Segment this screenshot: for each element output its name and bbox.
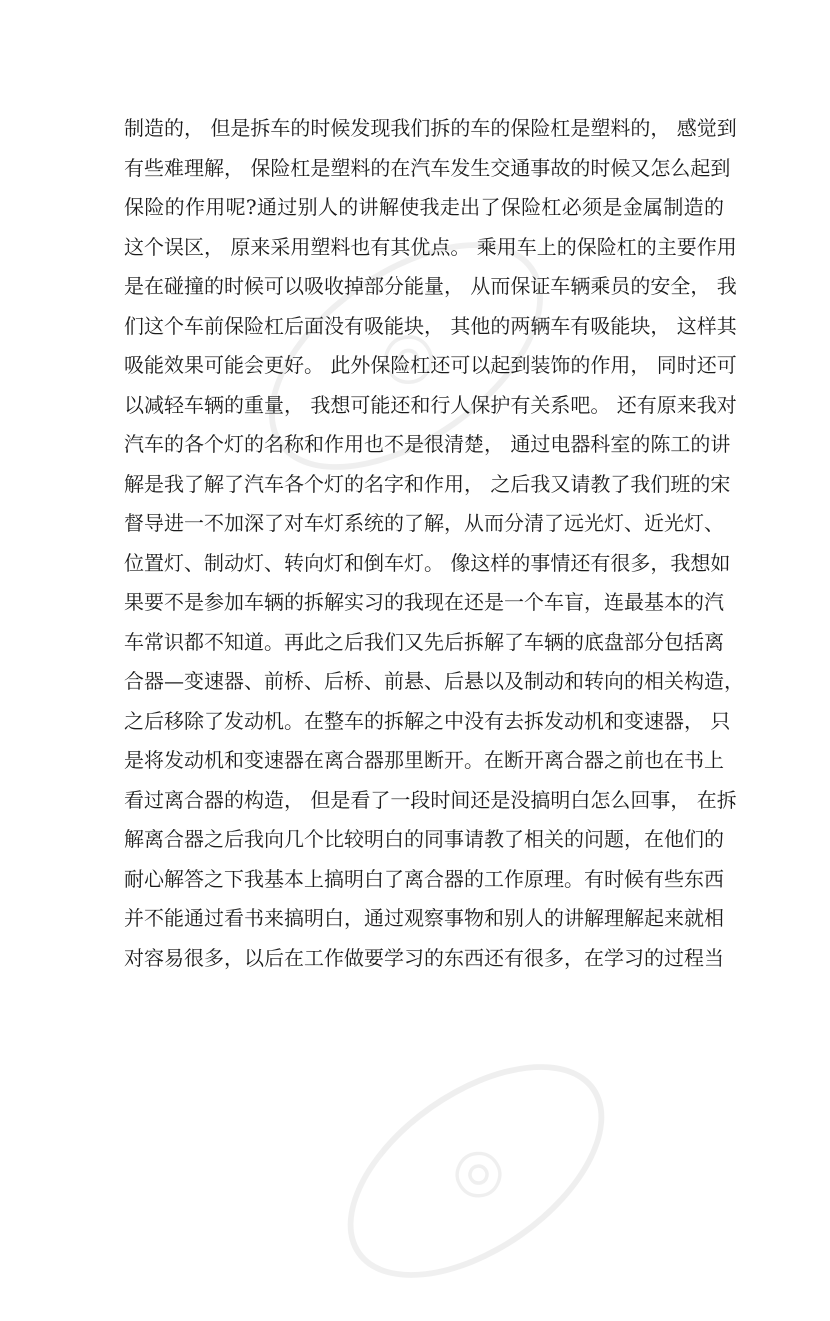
text-line: 以减轻车辆的重量， 我想可能还和行人保护有关系吧。 还有原来我对: [124, 392, 737, 417]
text-line: 是将发动机和变速器在离合器那里断开。在断开离合器之前也在书上: [124, 748, 724, 772]
text-line: 并不能通过看书来搞明白，通过观察事物和别人的讲解理解起来就相: [124, 906, 724, 930]
text-line: 保险的作用呢?通过别人的讲解使我走出了保险杠必须是金属制造的: [124, 195, 724, 219]
text-line: 合器—变速器、前桥、后桥、前悬、后悬以及制动和转向的相关构造，: [124, 669, 744, 693]
text-line: 有些难理解， 保险杠是塑料的在汽车发生交通事故的时候又怎么起到: [124, 155, 731, 180]
text-line: 对容易很多，以后在工作做要学习的东西还有很多，在学习的过程当: [124, 945, 724, 970]
text-line: 解是我了解了汽车各个灯的名字和作用， 之后我又请教了我们班的宋: [124, 471, 731, 496]
text-line: 耐心解答之下我基本上搞明白了离合器的工作原理。有时候有些东西: [124, 866, 724, 891]
text-line: 汽车的各个灯的名称和作用也不是很清楚， 通过电器科室的陈工的讲: [124, 432, 731, 456]
text-line: 之后移除了发动机。在整车的拆解之中没有去拆发动机和变速器， 只: [124, 708, 731, 733]
text-line: 是在碰撞的时候可以吸收掉部分能量， 从而保证车辆乘员的安全， 我: [124, 274, 737, 298]
text-line: 位置灯、制动灯、转向灯和倒车灯。 像这样的事情还有很多，我想如: [124, 550, 731, 575]
text-line: 看过离合器的构造， 但是看了一段时间还是没搞明白怎么回事， 在拆: [124, 787, 737, 812]
text-line: 解离合器之后我向几个比较明白的同事请教了相关的问题，在他们的: [124, 827, 724, 851]
text-line: 这个误区， 原来采用塑料也有其优点。 乘用车上的保险杠的主要作用: [124, 234, 737, 259]
watermark-stamp-bottom: ◎: [310, 1021, 642, 1321]
text-line: 果要不是参加车辆的拆解实习的我现在还是一个车盲，连最基本的汽: [124, 590, 724, 614]
text-line: 车常识都不知道。再此之后我们又先后拆解了车辆的底盘部分包括离: [124, 629, 724, 654]
text-line: 吸能效果可能会更好。 此外保险杠还可以起到装饰的作用， 同时还可: [124, 353, 737, 377]
text-line: 制造的， 但是拆车的时候发现我们拆的车的保险杠是塑料的， 感觉到: [124, 116, 737, 140]
watermark-stamp: ◎: [229, 196, 583, 516]
body-text: [124, 109, 744, 978]
text-line: 们这个车前保险杠后面没有吸能块， 其他的两辆车有吸能块， 这样其: [124, 313, 737, 338]
text-line: 督导进一不加深了对车灯系统的了解，从而分清了远光灯、近光灯、: [124, 511, 724, 535]
